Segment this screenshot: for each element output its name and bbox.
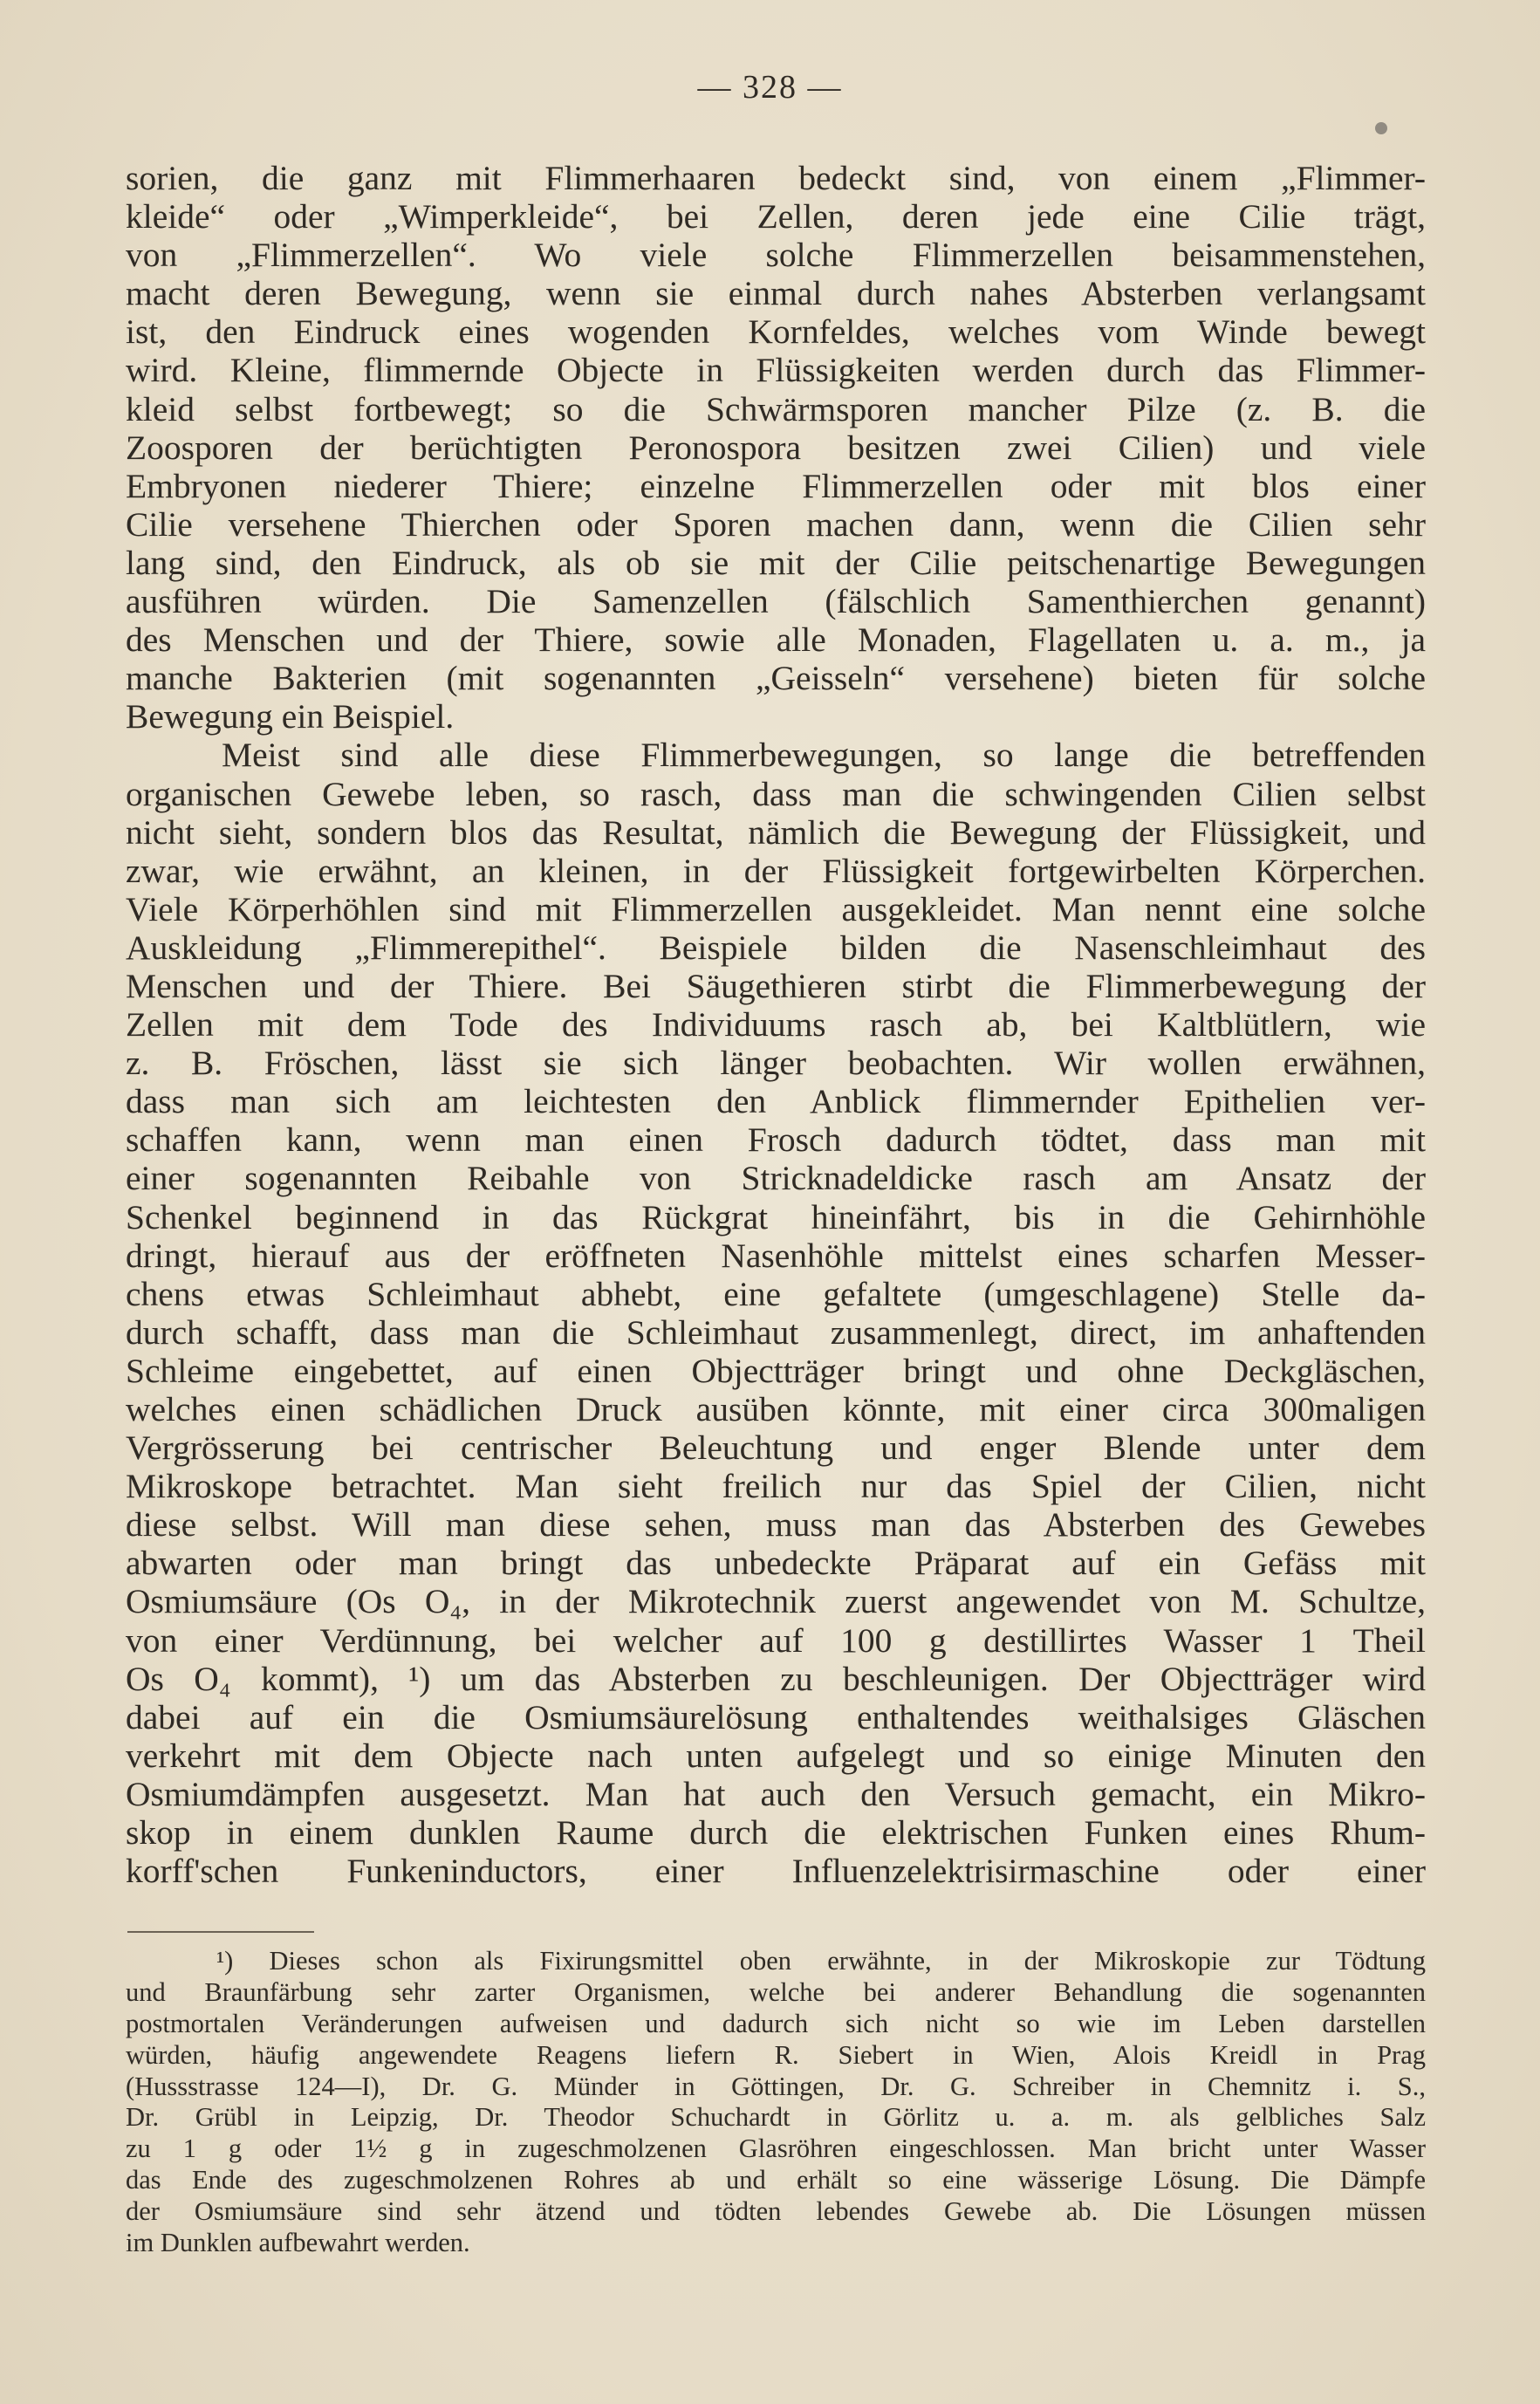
footnote-line: und Braunfärbung sehr zarter Organismen, welche bei anderer Behandlung die sogenannten — [126, 1976, 1426, 2007]
text-line: von einer Verdünnung, bei welcher auf 100 g destillirtes Wasser 1 Theil — [126, 1620, 1426, 1660]
text-line: von „Flimmerzellen“. Wo viele solche Flimmerzellen beisammenstehen, — [126, 236, 1426, 275]
text-line: Schleime eingebettet, auf einen Objectträger bringt und ohne Deckgläschen, — [126, 1351, 1426, 1390]
text-line: Osmiumsäure (Os O₄, in der Mikrotechnik zuerst angewendet von M. Schultze, — [126, 1582, 1426, 1621]
text-line: manche Bakterien (mit sogenannten „Geisseln“ versehene) bieten für solche — [126, 659, 1426, 698]
footnote-line: Dr. Grübl in Leipzig, Dr. Theodor Schuchardt in Görlitz u. a. m. als gelbliches Salz — [126, 2102, 1426, 2133]
footnote-line: ¹) Dieses schon als Fixirungsmittel oben erwähnte, in der Mikroskopie zur Tödtung — [216, 1946, 1426, 1976]
text-line: Cilie versehene Thierchen oder Sporen machen dann, wenn die Cilien sehr — [126, 504, 1426, 544]
text-line: Bewegung ein Beispiel. — [126, 697, 455, 736]
text-line: ausführen würden. Die Samenzellen (fälschlich Samenthierchen genannt) — [126, 582, 1426, 621]
text-line: durch schafft, dass man die Schleimhaut zusammenlegt, direct, im anhaftenden — [126, 1312, 1426, 1352]
text-line: Meist sind alle diese Flimmerbewegungen, so lange die betreffenden — [222, 736, 1426, 775]
text-line: dabei auf ein die Osmiumsäurelösung enthaltendes weithalsiges Gläschen — [126, 1697, 1426, 1736]
text-line: Menschen und der Thiere. Bei Säugethieren stirbt die Flimmerbewegung der — [126, 966, 1426, 1005]
text-line: nicht sieht, sondern blos das Resultat, nämlich die Bewegung der Flüssigkeit, und — [126, 812, 1426, 852]
text-line: lang sind, den Eindruck, als ob sie mit der Cilie peitschenartige Bewegungen — [126, 543, 1426, 582]
text-line: ist, den Eindruck eines wogenden Kornfeldes, welches vom Winde bewegt — [126, 312, 1426, 352]
text-line: Vergrösserung bei centrischer Beleuchtung und enger Blende unter dem — [126, 1428, 1426, 1468]
text-line: Zoosporen der berüchtigten Peronospora besitzen zwei Cilien) und viele — [126, 428, 1426, 467]
footnote-line: (Hussstrasse 124—I), Dr. G. Münder in Göttingen, Dr. G. Schreiber in Chemnitz i. S., — [126, 2071, 1426, 2101]
page-number: — 328 — — [697, 69, 843, 106]
text-line: wird. Kleine, flimmernde Objecte in Flüssigkeiten werden durch das Flimmer- — [126, 351, 1426, 390]
text-line: Embryonen niederer Thiere; einzelne Flimmerzellen oder mit blos einer — [126, 466, 1426, 505]
text-line: Viele Körperhöhlen sind mit Flimmerzellen ausgekleidet. Man nennt eine solche — [126, 889, 1426, 928]
text-line: Auskleidung „Flimmerepithel“. Beispiele bilden die Nasenschleimhaut des — [126, 928, 1426, 967]
text-line: diese selbst. Will man diese sehen, muss man das Absterben des Gewebes — [126, 1505, 1426, 1544]
text-line: Zellen mit dem Tode des Individuums rasch ab, bei Kaltblütlern, wie — [126, 1005, 1426, 1044]
footnotes — [126, 1946, 1426, 2259]
text-line: Os O₄ kommt), ¹) um das Absterben zu beschleunigen. Der Objectträger wird — [126, 1659, 1426, 1698]
ink-spot — [1375, 122, 1387, 134]
text-line: schaffen kann, wenn man einen Frosch dadurch tödtet, dass man mit — [126, 1120, 1426, 1160]
footnote-line: würden, häufig angewendete Reagens liefern R. Siebert in Wien, Alois Kreidl in Prag — [126, 2039, 1426, 2070]
text-line: zwar, wie erwähnt, an kleinen, in der Flüssigkeit fortgewirbelten Körperchen. — [126, 851, 1426, 890]
text-line: sorien, die ganz mit Flimmerhaaren bedeckt sind, von einem „Flimmer- — [126, 159, 1426, 197]
footnote-divider — [127, 1931, 314, 1933]
text-line: dringt, hierauf aus der eröffneten Nasenhöhle mittelst eines scharfen Messer- — [126, 1236, 1426, 1275]
text-line: skop in einem dunklen Raume durch die elektrischen Funken eines Rhum- — [126, 1813, 1426, 1853]
footnote-line: zu 1 g oder 1½ g in zugeschmolzenen Glasröhren eingeschlossen. Man bricht unter Wasser — [126, 2133, 1426, 2164]
text-line: kleid selbst fortbewegt; so die Schwärmsporen mancher Pilze (z. B. die — [126, 389, 1426, 428]
body-text — [126, 159, 1426, 1890]
text-line: kleide“ oder „Wimperkleide“, bei Zellen, deren jede eine Cilie trägt, — [126, 197, 1426, 236]
text-line: Osmiumdämpfen ausgesetzt. Man hat auch den Versuch gemacht, ein Mikro- — [126, 1774, 1426, 1813]
text-line: chens etwas Schleimhaut abhebt, eine gefaltete (umgeschlagene) Stelle da- — [126, 1274, 1426, 1313]
text-line: des Menschen und der Thiere, sowie alle Monaden, Flagellaten u. a. m., ja — [126, 620, 1426, 660]
footnote-line: postmortalen Veränderungen aufweisen und dadurch sich nicht so wie im Leben darstellen — [126, 2008, 1426, 2038]
text-line: macht deren Bewegung, wenn sie einmal durch nahes Absterben verlangsamt — [126, 274, 1426, 313]
text-line: Mikroskope betrachtet. Man sieht freilich nur das Spiel der Cilien, nicht — [126, 1467, 1426, 1506]
text-line: korff'schen Funkeninductors, einer Influenzelektrisirmaschine oder einer — [126, 1852, 1426, 1891]
text-line: organischen Gewebe leben, so rasch, dass man die schwingenden Cilien selbst — [126, 774, 1426, 813]
text-line: einer sogenannten Reibahle von Stricknadeldicke rasch am Ansatz der — [126, 1159, 1426, 1198]
text-line: dass man sich am leichtesten den Anblick flimmernder Epithelien ver- — [126, 1082, 1426, 1121]
footnote-line: im Dunklen aufbewahrt werden. — [126, 2228, 470, 2258]
text-line: Schenkel beginnend in das Rückgrat hineinfährt, bis in die Gehirnhöhle — [126, 1197, 1426, 1236]
footnote-line: das Ende des zugeschmolzenen Rohres ab und erhält so eine wässerige Lösung. Die Dämpfe — [126, 2165, 1426, 2195]
footnote-line: der Osmiumsäure sind sehr ätzend und tödten lebendes Gewebe ab. Die Lösungen müssen — [126, 2196, 1426, 2227]
text-line: verkehrt mit dem Objecte nach unten aufgelegt und so einige Minuten den — [126, 1736, 1426, 1775]
text-line: abwarten oder man bringt das unbedeckte Präparat auf ein Gefäss mit — [126, 1544, 1426, 1583]
text-line: welches einen schädlichen Druck ausüben könnte, mit einer circa 300maligen — [126, 1390, 1426, 1428]
text-line: z. B. Fröschen, lässt sie sich länger beobachten. Wir wollen erwähnen, — [126, 1044, 1426, 1083]
